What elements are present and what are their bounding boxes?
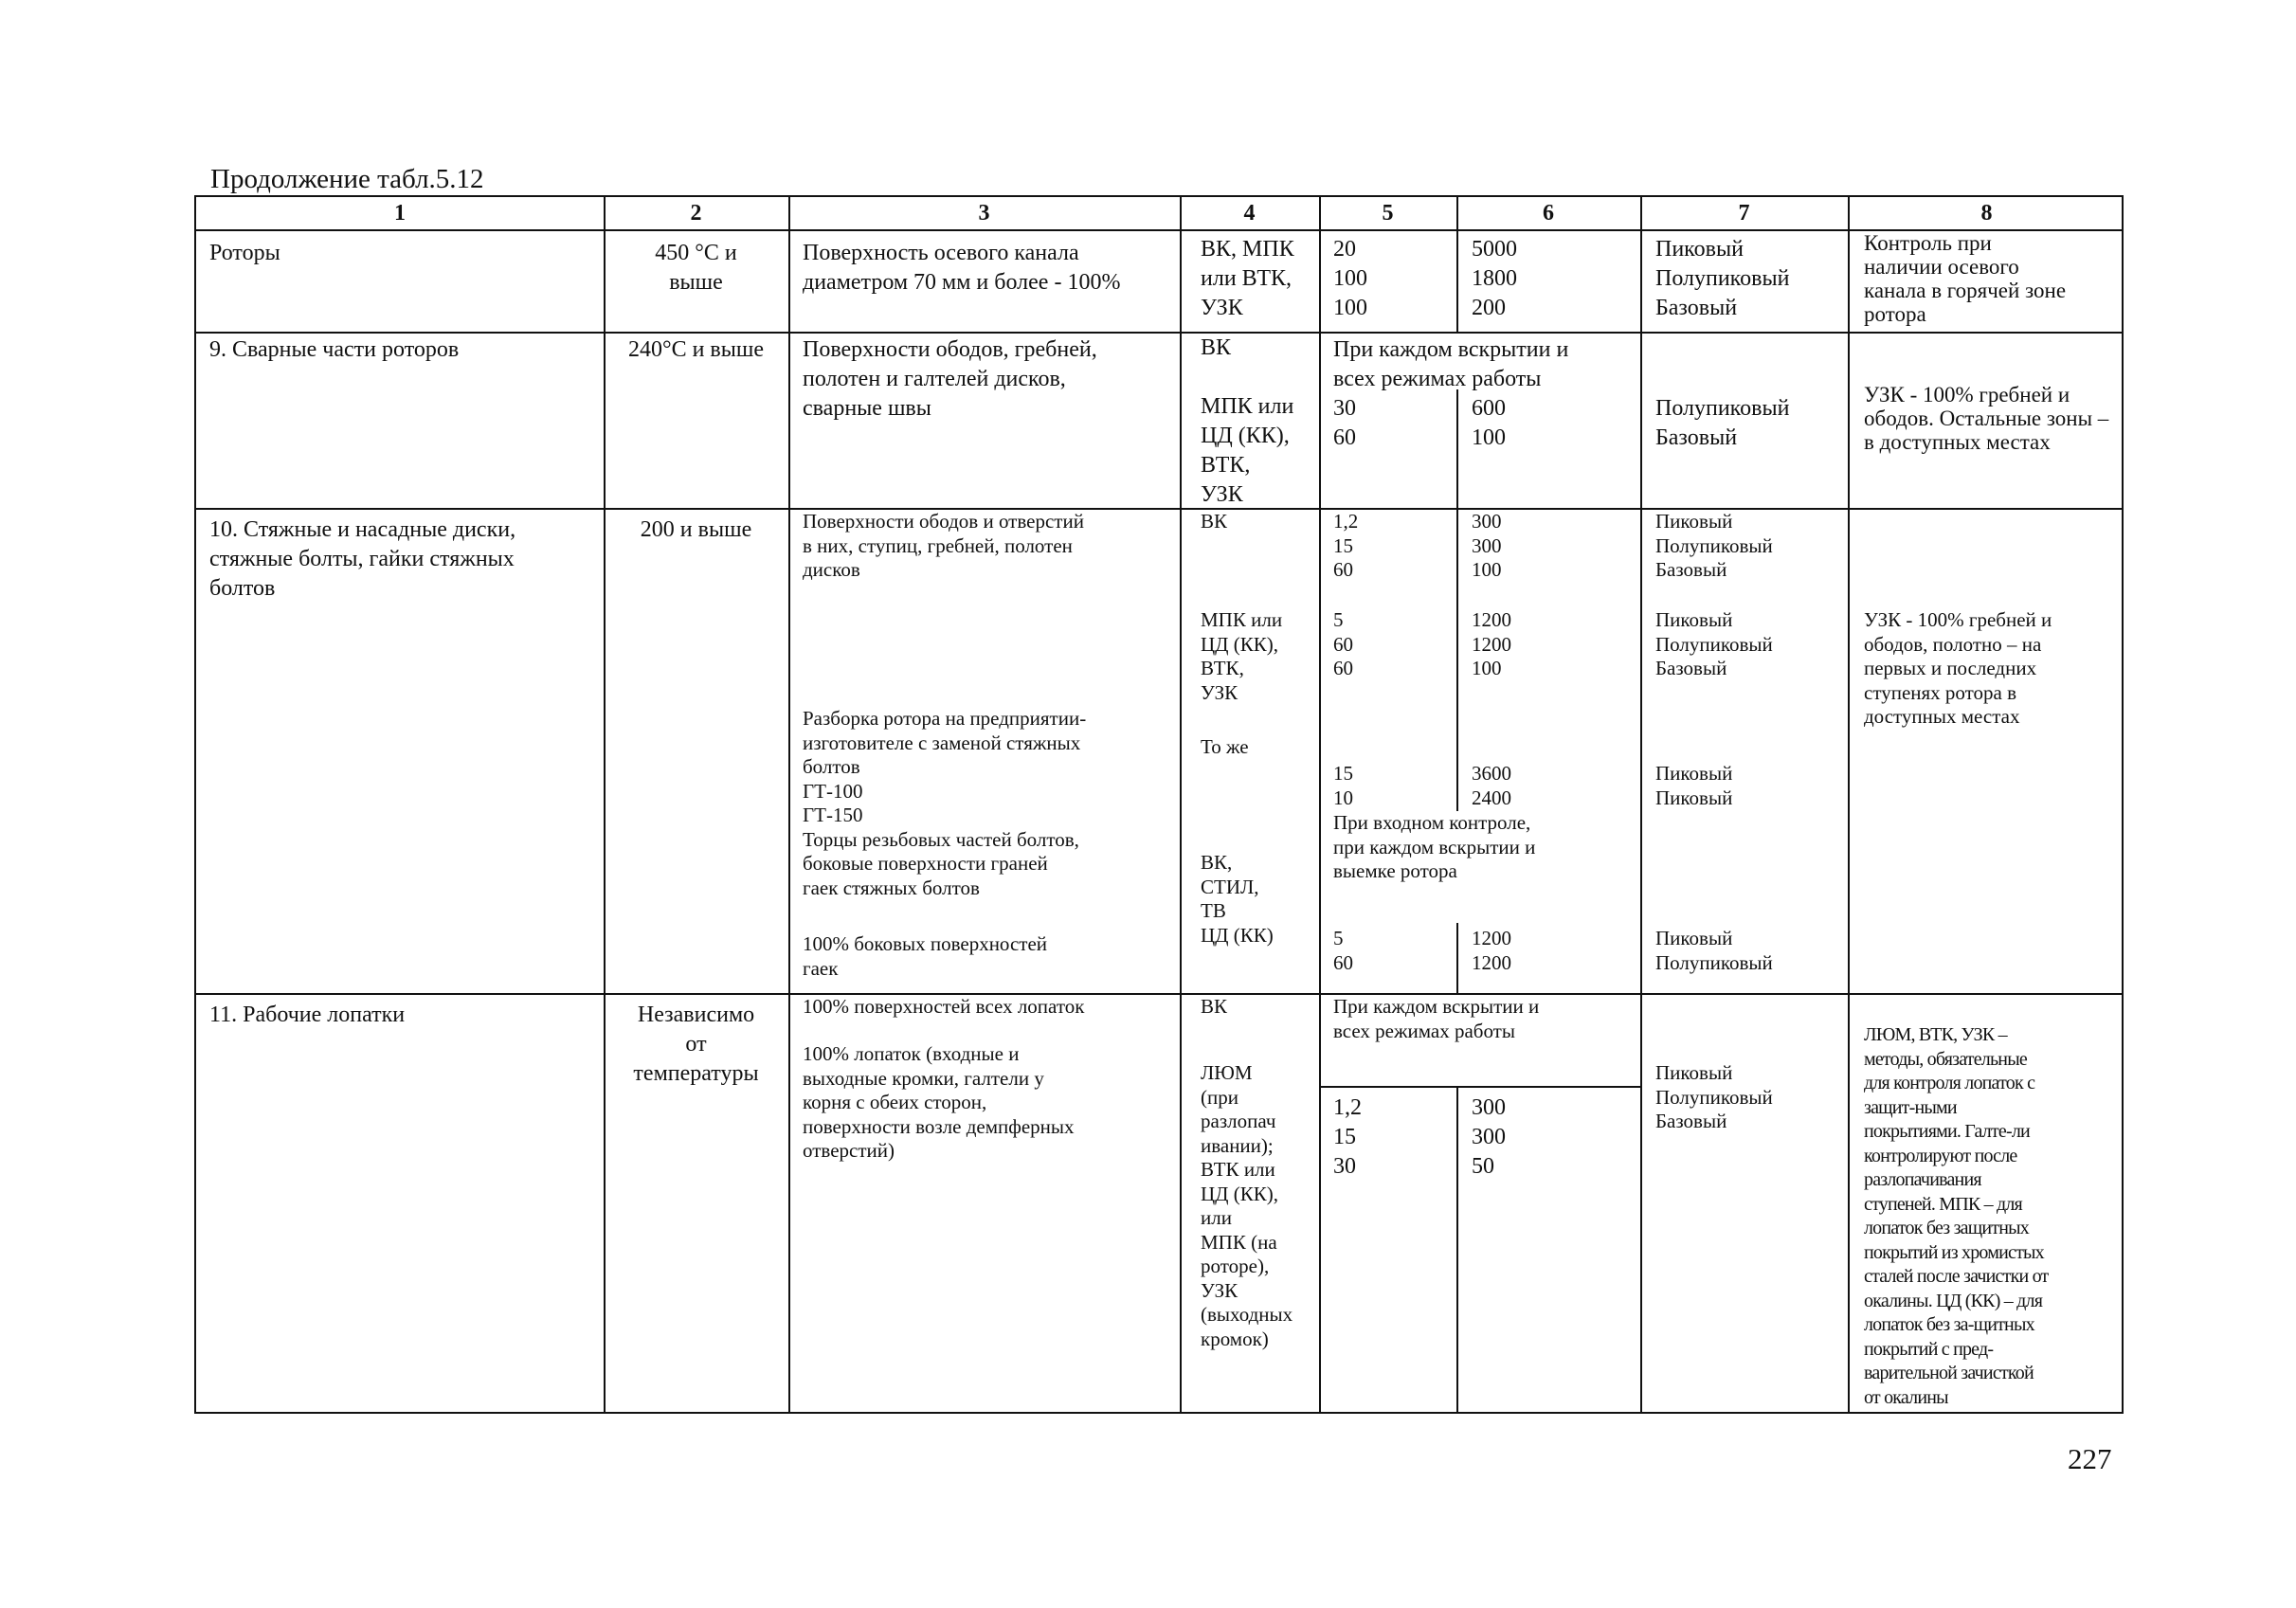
row-10-temp: 200 и выше — [640, 517, 752, 542]
row-separator — [196, 993, 2122, 995]
header-col-8: 8 — [1980, 201, 1993, 226]
row-9-note: УЗК - 100% гребней и ободов. Остальные зоны – в доступных местах — [1864, 383, 2109, 454]
row-11-zones-a: 100% поверхностей всех лопаток — [803, 995, 1085, 1018]
row-11-merged-note: При каждом вскрытии и всех режимах работы — [1333, 995, 1540, 1042]
row-11-method-a: ВК — [1201, 995, 1228, 1018]
column-separator — [788, 197, 790, 1412]
column-separator — [1319, 197, 1321, 1412]
row-10-name: 10. Стяжные и насадные диски, стяжные болты, гайки стяжных болтов — [209, 517, 516, 601]
row-10-method-a: ВК — [1201, 510, 1228, 533]
row-11-col5: 1,2 15 30 — [1333, 1095, 1362, 1179]
row-10-mode-a: Пиковый Полупиковый Базовый — [1655, 510, 1773, 581]
col6-divider — [1456, 389, 1458, 508]
column-separator — [1848, 197, 1850, 1412]
row-10-col5-a: 1,2 15 60 — [1333, 510, 1359, 581]
row-separator — [196, 332, 2122, 334]
row-11-method-b: ЛЮМ (при разлопач ивании); ВТК или ЦД (КК), или МПК (на роторе), УЗК (выходных кромок) — [1201, 1061, 1293, 1350]
row-rotors-note: Контроль при наличии осевого канала в горячей зоне ротора — [1864, 231, 2067, 326]
row-10-zones-a: Поверхности ободов и отверстий в них, ступиц, гребней, полотен дисков — [803, 510, 1084, 581]
row-rotors-col5: 20 100 100 — [1333, 237, 1367, 320]
row-10-zones-c: 100% боковых поверхностей гаек — [803, 932, 1048, 980]
row-10-merged-note: При входном контроле, при каждом вскрытии и выемке ротора — [1333, 811, 1536, 882]
row-rotors-zones: Поверхность осевого канала диаметром 70 мм и более - 100% — [803, 241, 1121, 295]
data-table — [194, 195, 2124, 1414]
row-10-note: УЗК - 100% гребней и ободов, полотно – на первых и последних ступенях ротора в доступных местах — [1864, 608, 2052, 728]
row-9-zones: Поверхности ободов, гребней, полотен и галтелей дисков, сварные швы — [803, 337, 1097, 421]
row-9-col6: 600 100 — [1472, 396, 1506, 450]
row-9-mode: Полупиковый Базовый — [1655, 396, 1790, 450]
row-10-mode-d: Пиковый Полупиковый — [1655, 927, 1773, 974]
header-separator — [196, 229, 2122, 231]
row-9-merged-note: При каждом вскрытии и всех режимах работы — [1333, 337, 1569, 391]
row-11-note: ЛЮМ, ВТК, УЗК – методы, обязательные для контроля лопаток с защит-ными покрытиями. Галте-ли контролируют после разлопачивания ступеней. МПК – для лопаток без защитных покрытий из хромистых сталей после зачистки от окалины. ЦД (КК) – для лопаток без за-щитных покрытий с пред- варительной зачисткой от окалины — [1864, 1024, 2049, 1408]
row-10-zones-b: Разборка ротора на предприятии- изготовителе с заменой стяжных болтов ГТ-100 ГТ-150 Торцы резьбовых частей болтов, боковые поверхности граней гаек стяжных болтов — [803, 707, 1087, 899]
row-separator — [196, 508, 2122, 510]
col6-divider — [1456, 923, 1458, 993]
row-11-zones-b: 100% лопаток (входные и выходные кромки, галтели у корня с обеих сторон, поверхности возле демпферных отверстий) — [803, 1042, 1075, 1162]
column-separator — [604, 197, 606, 1412]
row-10-method-b: МПК или ЦД (КК), ВТК, УЗК — [1201, 608, 1283, 704]
row-11-mode: Пиковый Полупиковый Базовый — [1655, 1061, 1773, 1132]
page-number: 227 — [2068, 1442, 2112, 1475]
row-9-method-b: МПК или ЦД (КК), ВТК, УЗК — [1201, 394, 1294, 507]
row-rotors-col6: 5000 1800 200 — [1472, 237, 1517, 320]
row-10-col5-b: 5 60 60 — [1333, 608, 1353, 679]
row-10-col6-a: 300 300 100 — [1472, 510, 1502, 581]
row-10-mode-c: Пиковый Пиковый — [1655, 762, 1733, 809]
row-9-method-a: ВК — [1201, 335, 1232, 360]
col6-divider — [1456, 1086, 1458, 1414]
table-caption: Продолжение табл.5.12 — [210, 163, 484, 197]
row-rotors-temp: 450 °С и выше — [655, 241, 737, 295]
column-separator — [1180, 197, 1182, 1412]
row-9-col5: 30 60 — [1333, 396, 1356, 450]
header-col-5: 5 — [1382, 201, 1394, 226]
row-10-mode-b: Пиковый Полупиковый Базовый — [1655, 608, 1773, 679]
row-10-col5-c: 15 10 — [1333, 762, 1353, 809]
header-col-1: 1 — [394, 201, 406, 226]
row-9-name: 9. Сварные части роторов — [209, 337, 460, 362]
row-9-temp: 240°С и выше — [627, 337, 765, 362]
row-rotors-mode: Пиковый Полупиковый Базовый — [1655, 237, 1790, 320]
column-separator — [1640, 197, 1642, 1412]
row-10-col6-b: 1200 1200 100 — [1472, 608, 1511, 679]
merged-cell-border — [1319, 1086, 1640, 1088]
row-11-temp: Независимо от температуры — [633, 1003, 759, 1086]
row-rotors-methods: ВК, МПК или ВТК, УЗК — [1201, 237, 1294, 320]
row-10-col5-d: 5 60 — [1333, 927, 1353, 974]
col6-divider — [1456, 508, 1458, 811]
header-col-6: 6 — [1543, 201, 1554, 226]
row-11-name: 11. Рабочие лопатки — [209, 1003, 406, 1027]
header-col-3: 3 — [978, 201, 990, 226]
header-col-7: 7 — [1738, 201, 1750, 226]
row-rotors-name: Роторы — [209, 241, 280, 265]
header-col-4: 4 — [1243, 201, 1256, 226]
row-10-method-d: ВК, СТИЛ, ТВ ЦД (КК) — [1201, 851, 1274, 947]
row-10-col6-d: 1200 1200 — [1472, 927, 1511, 974]
row-11-col6: 300 300 50 — [1472, 1095, 1506, 1179]
row-10-method-c: То же — [1201, 735, 1249, 758]
header-col-2: 2 — [690, 201, 702, 226]
row-10-col6-c: 3600 2400 — [1472, 762, 1511, 809]
